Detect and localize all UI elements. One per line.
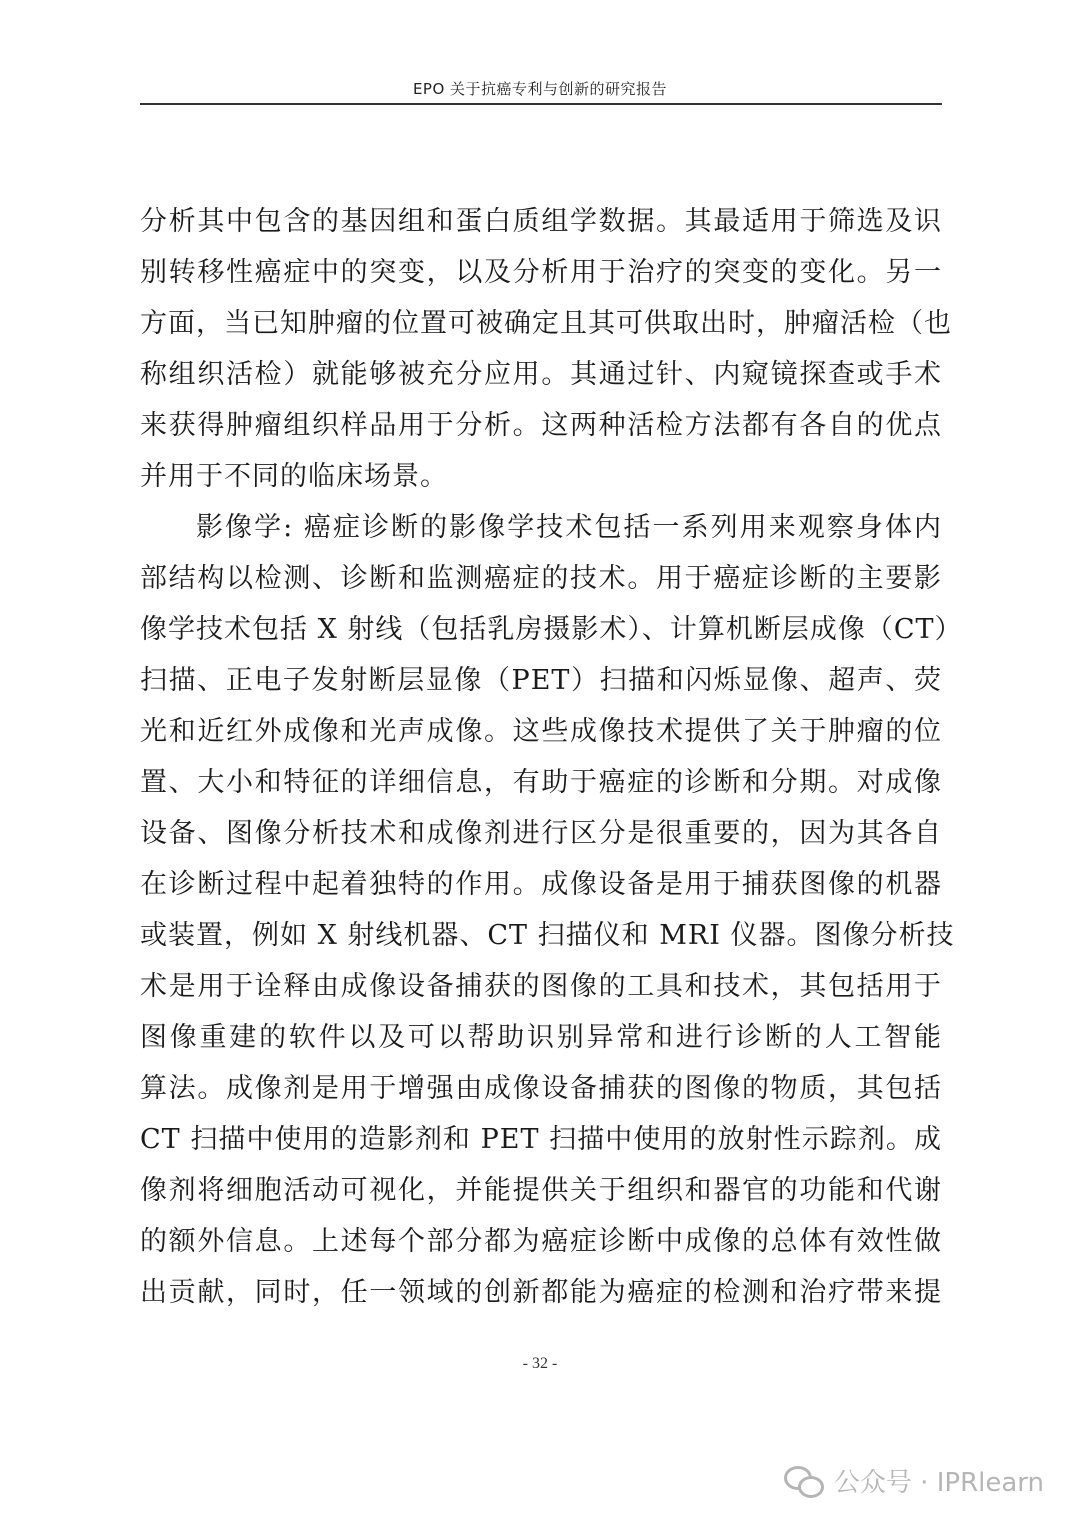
text-line: 分析其中包含的基因组和蛋白质组学数据。其最适用于筛选及识 — [140, 206, 942, 237]
header-divider — [140, 103, 942, 105]
text-line: 或装置，例如 X 射线机器、CT 扫描仪和 MRI 仪器。图像分析技 — [140, 920, 955, 951]
wechat-watermark — [784, 1462, 1044, 1499]
wechat-icon — [784, 1464, 824, 1498]
text-line: 扫描、正电子发射断层显像（PET）扫描和闪烁显像、超声、荧 — [140, 665, 942, 696]
document-body — [140, 196, 963, 1318]
text-line: 像剂将细胞活动可视化，并能提供关于组织和器官的功能和代谢 — [140, 1175, 942, 1206]
text-line: 在诊断过程中起着独特的作用。成像设备是用于捕获图像的机器 — [140, 869, 942, 900]
text-line: 像学技术包括 X 射线（包括乳房摄影术）、计算机断层成像（CT） — [140, 614, 963, 645]
text-line: 图像重建的软件以及可以帮助识别异常和进行诊断的人工智能 — [140, 1022, 942, 1053]
text-line: 术是用于诠释由成像设备捕获的图像的工具和技术，其包括用于 — [140, 971, 942, 1002]
paragraph-biopsy — [140, 196, 952, 502]
text-line: 部结构以检测、诊断和监测癌症的技术。用于癌症诊断的主要影 — [140, 563, 942, 594]
page-number: - 32 - — [522, 1355, 558, 1372]
text-line: 的额外信息。上述每个部分都为癌症诊断中成像的总体有效性做 — [140, 1226, 942, 1257]
text-line: 算法。成像剂是用于增强由成像设备捕获的图像的物质，其包括 — [140, 1073, 942, 1104]
text-line: CT 扫描中使用的造影剂和 PET 扫描中使用的放射性示踪剂。成 — [140, 1124, 942, 1155]
running-header: EPO 关于抗癌专利与创新的研究报告 — [412, 80, 668, 98]
text-line: 光和近红外成像和光声成像。这些成像技术提供了关于肿瘤的位 — [140, 716, 942, 747]
text-line: 方面，当已知肿瘤的位置可被确定且其可供取出时，肿瘤活检（也 — [140, 308, 952, 339]
text-line: 影像学: 癌症诊断的影像学技术包括一系列用来观察身体内 — [196, 512, 942, 543]
text-line: 并用于不同的临床场景。 — [140, 461, 448, 492]
text-line: 设备、图像分析技术和成像剂进行区分是很重要的，因为其各自 — [140, 818, 942, 849]
text-line: 来获得肿瘤组织样品用于分析。这两种活检方法都有各自的优点 — [140, 410, 942, 441]
text-line: 置、大小和特征的详细信息，有助于癌症的诊断和分期。对成像 — [140, 767, 942, 798]
watermark-text: 公众号 · IPRlearn — [833, 1468, 1044, 1498]
text-line: 称组织活检）就能够被充分应用。其通过针、内窥镜探查或手术 — [140, 359, 942, 390]
text-line: 别转移性癌症中的突变，以及分析用于治疗的突变的变化。另一 — [140, 257, 942, 288]
paragraph-imaging — [140, 502, 963, 1318]
text-line: 出贡献，同时，任一领域的创新都能为癌症的检测和治疗带来提 — [140, 1277, 942, 1308]
